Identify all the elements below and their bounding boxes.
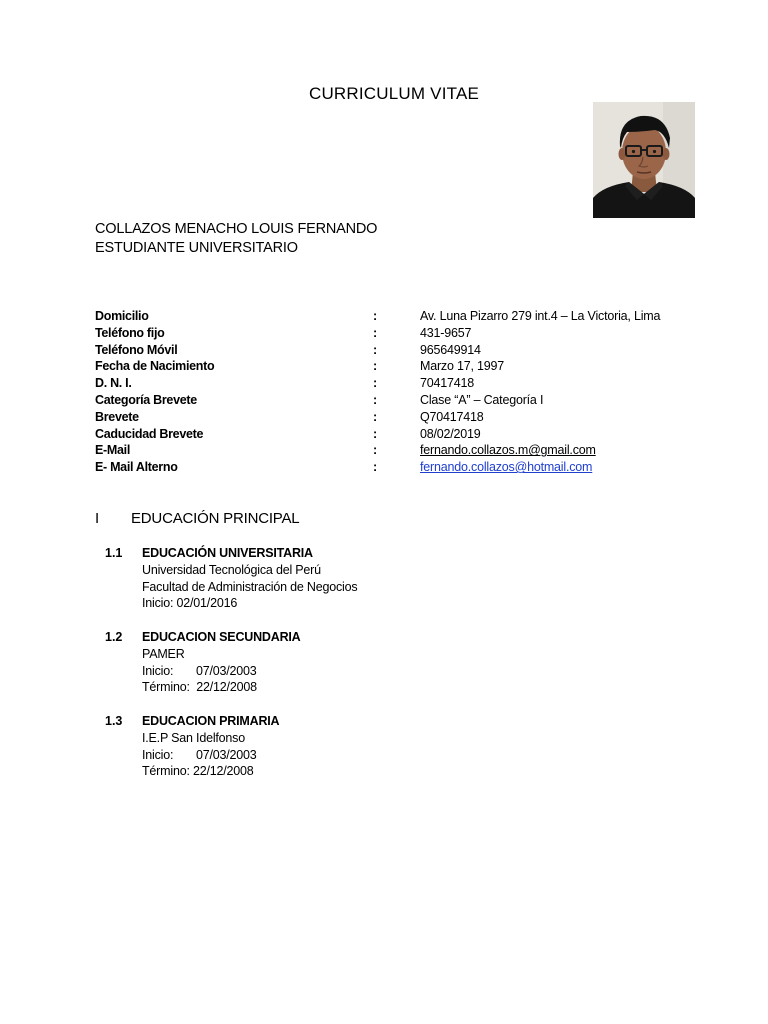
info-colon: : — [373, 460, 378, 475]
info-colon: : — [373, 392, 378, 407]
info-value: Av. Luna Pizarro 279 int.4 – La Victoria, Lima — [420, 309, 661, 323]
institution: PAMER — [142, 646, 185, 661]
info-colon: : — [373, 342, 378, 357]
info-label: E-Mail — [95, 443, 131, 458]
info-value: Marzo 17, 1997 — [420, 359, 505, 374]
info-colon: : — [373, 426, 378, 441]
subsection-number: 1.1 — [105, 546, 123, 560]
info-value: Clase “A” – Categoría I — [420, 392, 544, 407]
start-value: 07/03/2003 — [196, 663, 257, 678]
info-colon: : — [373, 325, 378, 340]
education-section-heading — [95, 510, 299, 527]
info-value: 965649914 — [420, 342, 481, 357]
start-date: Inicio: 02/01/2016 — [142, 596, 238, 611]
profile-photo — [593, 102, 695, 218]
section-title: EDUCACIÓN PRINCIPAL — [131, 510, 300, 527]
faculty: Facultad de Administración de Negocios — [142, 579, 358, 594]
subsection-number: 1.3 — [105, 714, 123, 728]
start-label: Inicio: — [142, 663, 174, 678]
info-label: Teléfono fijo — [95, 325, 165, 340]
info-value: 431-9657 — [420, 325, 472, 340]
info-colon: : — [373, 443, 378, 458]
start-value: 07/03/2003 — [196, 747, 257, 762]
institution: I.E.P San Idelfonso — [142, 730, 245, 745]
subsection-number: 1.2 — [105, 630, 123, 644]
info-label: Fecha de Nacimiento — [95, 359, 215, 374]
info-colon: : — [373, 359, 378, 374]
info-colon: : — [373, 309, 378, 323]
end-label: Término: — [142, 680, 190, 695]
end-date: Término: 22/12/2008 — [142, 764, 254, 779]
info-colon: : — [373, 409, 378, 424]
subsection-title: EDUCACION SECUNDARIA — [142, 630, 301, 644]
start-date — [142, 663, 301, 680]
alternate-email-link[interactable]: fernando.collazos@hotmail.com — [420, 460, 593, 475]
info-label: Brevete — [95, 409, 139, 424]
name-block — [95, 220, 377, 258]
info-label: Caducidad Brevete — [95, 426, 204, 441]
info-label: Teléfono Móvil — [95, 342, 178, 357]
info-value: Q70417418 — [420, 409, 484, 424]
info-value: 70417418 — [420, 376, 475, 391]
subsection-title: EDUCACIÓN UNIVERSITARIA — [142, 546, 313, 560]
info-label: E- Mail Alterno — [95, 460, 178, 475]
info-colon: : — [373, 376, 378, 391]
subsection-body — [142, 629, 301, 696]
email-link[interactable]: fernando.collazos.m@gmail.com — [420, 443, 596, 458]
profile-photo-image — [593, 102, 695, 218]
institution: Universidad Tecnológica del Perú — [142, 562, 321, 577]
info-label: Domicilio — [95, 309, 149, 323]
info-label: Categoría Brevete — [95, 392, 197, 407]
subsection-body — [142, 713, 279, 780]
subsection-body — [142, 545, 357, 612]
document-title: CURRICULUM VITAE — [308, 84, 480, 103]
full-name: COLLAZOS MENACHO LOUIS FERNANDO — [95, 221, 378, 237]
occupation: ESTUDIANTE UNIVERSITARIO — [95, 240, 298, 256]
info-value: 08/02/2019 — [420, 426, 481, 441]
subsection-title: EDUCACION PRIMARIA — [142, 714, 280, 728]
end-date — [142, 679, 301, 696]
end-value: 22/12/2008 — [196, 680, 257, 695]
section-number: I — [95, 510, 99, 527]
start-date — [142, 747, 279, 764]
info-label: D. N. I. — [95, 376, 132, 391]
start-label: Inicio: — [142, 747, 174, 762]
